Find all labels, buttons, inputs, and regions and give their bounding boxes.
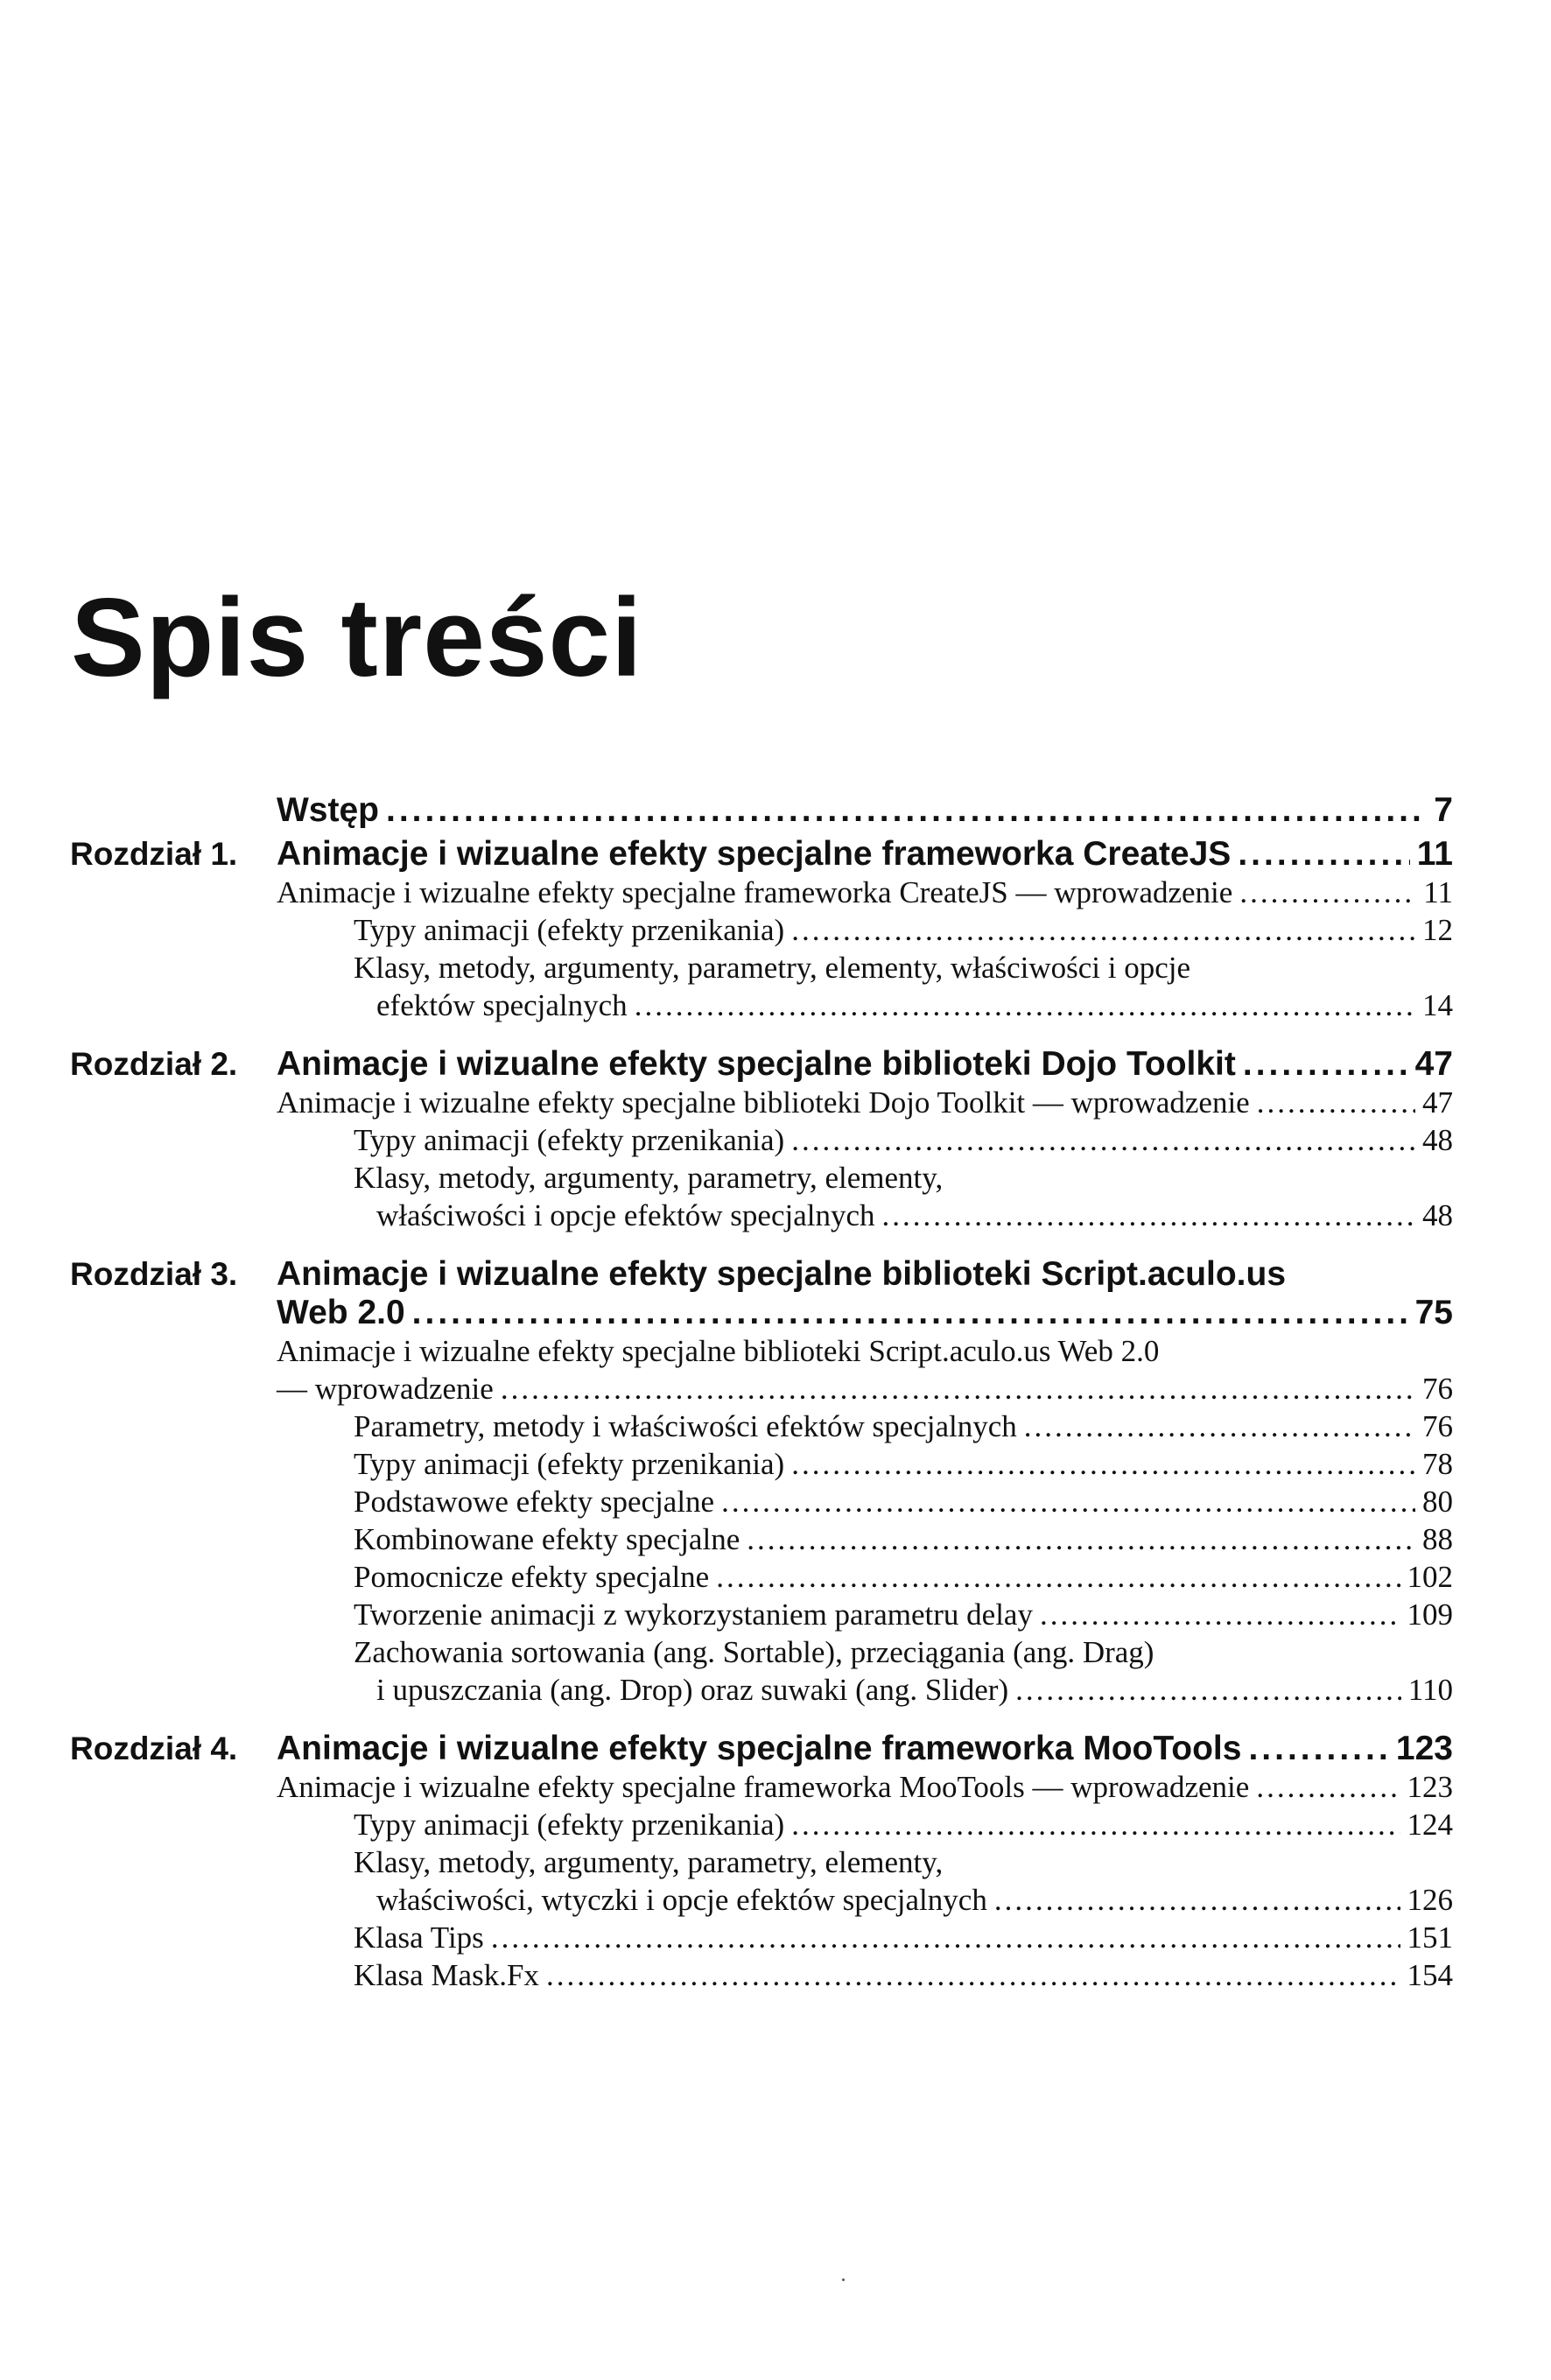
section-title: Animacje i wizualne efekty specjalne frameworka MooTools — wprowadzenie xyxy=(277,1770,1250,1804)
section-title: Typy animacji (efekty przenikania) xyxy=(354,1123,785,1157)
page-number: 75 xyxy=(1414,1294,1453,1331)
page-number: 47 xyxy=(1414,1045,1453,1083)
page-number: 123 xyxy=(1395,1730,1453,1767)
section-title: Animacje i wizualne efekty specjalne biblioteki Dojo Toolkit — wprowadzenie xyxy=(277,1085,1250,1120)
chapter-heading-1[interactable] xyxy=(70,835,1453,874)
dot-leader xyxy=(1248,1730,1388,1768)
toc-entry[interactable] xyxy=(70,1768,1453,1806)
page-number: 11 xyxy=(1416,835,1453,873)
chapter-label: Rozdział 2. xyxy=(70,1046,238,1082)
dot-leader xyxy=(747,1520,1415,1558)
page-number: 7 xyxy=(1434,791,1453,829)
toc-entry-intro[interactable] xyxy=(70,791,1453,830)
toc-entry[interactable] xyxy=(70,1919,1453,1956)
dot-leader xyxy=(1040,1596,1400,1633)
chapter-label: Rozdział 3. xyxy=(70,1256,238,1292)
dot-leader xyxy=(791,1445,1415,1483)
dot-leader xyxy=(386,791,1427,830)
page-number: 154 xyxy=(1407,1958,1453,1992)
section-title: Pomocnicze efekty specjalne xyxy=(354,1560,710,1594)
toc-entry[interactable] xyxy=(70,1445,1453,1483)
section-title: Kombinowane efekty specjalne xyxy=(354,1522,740,1556)
page-title: Spis treści xyxy=(71,575,643,699)
section-title: Animacje i wizualne efekty specjalne biblioteki Script.aculo.us Web 2.0 xyxy=(277,1334,1160,1368)
dot-leader xyxy=(716,1558,1400,1596)
section-title: właściwości, wtyczki i opcje efektów specjalnych xyxy=(376,1883,987,1917)
toc-entry-line2[interactable] xyxy=(70,1881,1453,1919)
toc-entry[interactable] xyxy=(70,1956,1453,1994)
page-number: 80 xyxy=(1422,1485,1453,1519)
toc-entry[interactable] xyxy=(70,1084,1453,1121)
toc-entry[interactable] xyxy=(70,911,1453,949)
dot-leader xyxy=(994,1881,1400,1919)
section-title: — wprowadzenie xyxy=(277,1372,494,1406)
dot-leader xyxy=(546,1956,1400,1994)
page-number: 126 xyxy=(1407,1883,1453,1917)
page-number: 123 xyxy=(1407,1770,1453,1804)
page-number: 48 xyxy=(1422,1123,1453,1157)
section-title: Klasa Tips xyxy=(354,1920,484,1955)
page-number: 47 xyxy=(1422,1085,1453,1120)
dot-leader xyxy=(791,911,1415,949)
toc-entry-line1[interactable] xyxy=(70,1332,1453,1370)
dot-leader xyxy=(635,986,1415,1024)
chapter-title: Web 2.0 xyxy=(277,1294,405,1331)
section-title: Typy animacji (efekty przenikania) xyxy=(354,913,785,947)
toc-entry-line1[interactable] xyxy=(70,1633,1453,1671)
page-number: 109 xyxy=(1407,1597,1453,1632)
page-number: 11 xyxy=(1423,875,1453,909)
toc-entry[interactable] xyxy=(70,1408,1453,1445)
chapter-title: Animacje i wizualne efekty specjalne biblioteki Script.aculo.us xyxy=(277,1255,1287,1293)
toc-entry-line2[interactable] xyxy=(70,1197,1453,1234)
dot-leader xyxy=(1256,1768,1400,1806)
page-number: 14 xyxy=(1422,988,1453,1022)
dot-leader xyxy=(1024,1408,1415,1445)
table-of-contents xyxy=(70,791,1453,1994)
toc-entry[interactable] xyxy=(70,1121,1453,1159)
section-title: Klasy, metody, argumenty, parametry, elementy, xyxy=(354,1161,944,1195)
dot-leader xyxy=(1238,835,1409,874)
toc-entry-line2[interactable] xyxy=(70,986,1453,1024)
section-title: Podstawowe efekty specjalne xyxy=(354,1485,715,1519)
page-number: 110 xyxy=(1407,1673,1453,1707)
dot-leader xyxy=(721,1483,1415,1520)
chapter-heading-3-line1[interactable] xyxy=(70,1255,1453,1294)
page-number: 76 xyxy=(1422,1409,1453,1443)
page-number: 102 xyxy=(1407,1560,1453,1594)
toc-entry-line1[interactable] xyxy=(70,1843,1453,1881)
toc-entry[interactable] xyxy=(70,1558,1453,1596)
page-number: 76 xyxy=(1422,1372,1453,1406)
dot-leader xyxy=(501,1370,1415,1408)
toc-entry-line2[interactable] xyxy=(70,1370,1453,1408)
chapter-label: Rozdział 4. xyxy=(70,1731,238,1766)
dot-leader xyxy=(791,1121,1415,1159)
dot-leader xyxy=(1015,1671,1401,1709)
scan-speck xyxy=(842,2278,845,2281)
page-number: 48 xyxy=(1422,1198,1453,1232)
section-title: efektów specjalnych xyxy=(376,988,628,1022)
chapter-heading-3-line2[interactable] xyxy=(70,1294,1453,1332)
chapter-title: Animacje i wizualne efekty specjalne frameworka CreateJS xyxy=(277,835,1232,873)
dot-leader xyxy=(1239,874,1416,911)
chapter-heading-4[interactable] xyxy=(70,1730,1453,1768)
dot-leader xyxy=(1243,1045,1408,1084)
toc-entry-line2[interactable] xyxy=(70,1671,1453,1709)
chapter-title: Animacje i wizualne efekty specjalne frameworka MooTools xyxy=(277,1730,1242,1767)
section-title: i upuszczania (ang. Drop) oraz suwaki (ang. Slider) xyxy=(376,1673,1009,1707)
chapter-title: Animacje i wizualne efekty specjalne biblioteki Dojo Toolkit xyxy=(277,1045,1236,1083)
dot-leader xyxy=(791,1806,1400,1843)
page-number: 151 xyxy=(1407,1920,1453,1955)
page-number: 12 xyxy=(1422,913,1453,947)
section-title: Typy animacji (efekty przenikania) xyxy=(354,1808,785,1842)
page-number: 78 xyxy=(1422,1447,1453,1481)
dot-leader xyxy=(412,1294,1408,1332)
chapter-label: Rozdział 1. xyxy=(70,836,238,872)
section-title: Klasy, metody, argumenty, parametry, elementy, właściwości i opcje xyxy=(354,951,1191,985)
section-title: właściwości i opcje efektów specjalnych xyxy=(376,1198,875,1232)
dot-leader xyxy=(491,1919,1400,1956)
chapter-heading-2[interactable] xyxy=(70,1045,1453,1084)
section-title: Tworzenie animacji z wykorzystaniem parametru delay xyxy=(354,1597,1033,1632)
toc-entry[interactable] xyxy=(70,1483,1453,1520)
dot-leader xyxy=(882,1197,1415,1234)
page-number: 124 xyxy=(1407,1808,1453,1842)
section-title: Zachowania sortowania (ang. Sortable), przeciągania (ang. Drag) xyxy=(354,1635,1154,1669)
section-title: Parametry, metody i właściwości efektów specjalnych xyxy=(354,1409,1017,1443)
toc-entry[interactable] xyxy=(70,1520,1453,1558)
intro-label: Wstęp xyxy=(277,791,379,829)
toc-entry[interactable] xyxy=(70,874,1453,911)
section-title: Typy animacji (efekty przenikania) xyxy=(354,1447,785,1481)
toc-entry-line1[interactable] xyxy=(70,1159,1453,1197)
section-title: Klasa Mask.Fx xyxy=(354,1958,539,1992)
section-title: Animacje i wizualne efekty specjalne frameworka CreateJS — wprowadzenie xyxy=(277,875,1233,909)
toc-entry-line1[interactable] xyxy=(70,949,1453,986)
section-title: Klasy, metody, argumenty, parametry, elementy, xyxy=(354,1845,944,1879)
toc-entry[interactable] xyxy=(70,1596,1453,1633)
page-number: 88 xyxy=(1422,1522,1453,1556)
toc-entry[interactable] xyxy=(70,1806,1453,1843)
dot-leader xyxy=(1257,1084,1415,1121)
